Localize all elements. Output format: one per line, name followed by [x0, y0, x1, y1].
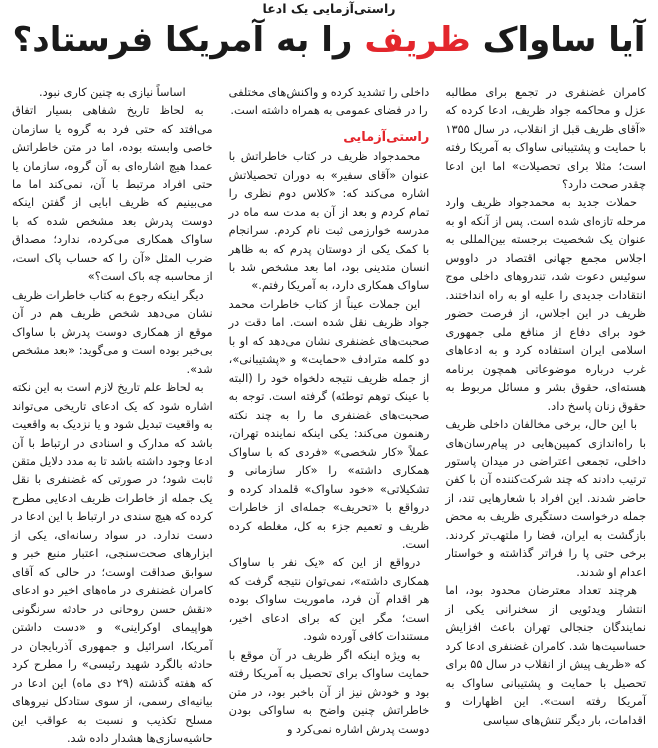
- article-headline: [12, 20, 646, 60]
- article-columns: [11, 83, 646, 746]
- paragraph: به لحاظ علم تاریخ لازم است به این نکته اشاره شود که یک ادعای تاریخی می‌تواند به واقعیت تبدیل شود و یا نزدیک به واقعیت باشد که مدارک و اسنادی در ارتباط با آن ادعا وجود داشته باشد تا به مدد دلایل متقن ثابت شود؛ در صورتی که غضنفری با نقل یک جمله از خاطرات ظریف ادعایی مطرح کرده که هیچ سندی در ارتباط با این ادعا در دست ندارد. در سواد رسانه‌ای، یکی از ابزارهای صحت‌سنجی، اعتبار منبع خبر و سوابق صداقت اوست؛ در حالی که آقای کامران غضنفری در ماه‌های اخیر دو ادعای «نقش حسن روحانی در حادثه سرنگونی هواپیمای اوکراینی» و «دست داشتن آمریکا، اسرائیل و جمهوری آذربایجان در حادثه بالگرد شهید رئیسی» را مطرح کرد که هفته گذشته (۲۹ دی ماه) این ادعا در بیانیه‌ای رسمی، از سوی ستادکل نیروهای مسلح تکذیب و نسبت به عواقب این حاشیه‌سازی‌ها هشدار داده شد.: [11, 380, 213, 746]
- paragraph: درواقع از این که «یک نفر با ساواک همکاری داشته»، نمی‌توان نتیجه گرفت که هر اقدام آن فرد، ماموریت ساواک بوده است؛ مگر این که برای ادعای اخیر، مستندات کافی آورده شود.: [228, 555, 430, 644]
- paragraph: حملات جدید به محمدجواد ظریف وارد مرحله تازه‌ای شده است. پس از آنکه او به عنوان یک شخصیت برجسته بین‌المللی به اجلاس مجمع جهانی اقتصاد در داووس سوئیس دعوت شد، تندروهای داخلی موج انتقادات جدیدی را علیه او به راه انداختند. ظریف در این اجلاس، از فرصت حضور خود برای دفاع از منافع ملی جمهوری اسلامی ایران استفاده کرد و به ادعاهای غرب درباره موضوعاتی همچون برنامه هسته‌ای، حقوق بشر و مسائل مربوط به حقوق زنان پاسخ داد.: [445, 195, 646, 413]
- column-right: [445, 83, 646, 727]
- column-middle: [228, 83, 430, 736]
- paragraph: با این حال، برخی مخالفان داخلی ظریف با راه‌اندازی کمپین‌هایی در پیام‌رسان‌های داخلی، تجمعی اعتراضی در میدان پاستور ترتیب دادند که چند شرکت‌کننده آن با کفن حاضر شدند. این افراد با شعارهایی تند، از جمله درخواست دستگیری ظریف به محض بازگشت به ایران، فضا را ملتهب‌تر کردند. برخی حتی پا را فراتر گذاشته و خواستار اعدام او شدند.: [445, 417, 646, 579]
- paragraph: هرچند تعداد معترضان محدود بود، اما انتشار ویدئویی از سخنرانی یکی از نمایندگان جنجالی تهران باعث افزایش حساسیت‌ها شد. کامران غضنفری ادعا کرد که «ظریف پیش از انقلاب در سال ۵۵ برای تحصیل با حمایت و پشتیبانی ساواک به آمریکا رفته است». این اظهارات و اقدامات، بار دیگر تنش‌های سیاسی: [445, 583, 646, 727]
- section-label-fact-check: راستی‌آزمایی: [343, 129, 430, 145]
- paragraph: محمدجواد ظریف در کتاب خاطراتش با عنوان «آقای سفیر» به دوران تحصیلاتش اشاره می‌کند که: «کلاس دوم نظری را تمام کردم و بعد از آن به مدت سه ماه در مدرسه خوارزمی ثبت نام کردم. سرانجام با کمک یکی از دوستان پدرم که به ظاهر انسان متدینی بود، اما بعد مشخص شد با ساواک همکاری دارد، به آمریکا رفتم.»: [228, 149, 430, 293]
- paragraph: این جملات عیناً از کتاب خاطرات محمد جواد ظریف نقل شده است. اما دقت در صحبت‌های غضنفری نشان می‌دهد که او با دو کلمه مترادف «حمایت» و «پشتیبانی»، از جمله ظریف نتیجه دلخواه خود را (البته با عینک توهم توطئه) گرفته است. توجه به صحبت‌های غضنفری ما را به چند نکته رهنمون می‌کند: یکی اینکه نماینده تهران، عملاً «کار شخصی» «فردی که با ساواک همکاری داشته» را «کار سازمانی و تشکیلاتی» «خود ساواک» قلمداد کرده و درواقع با «تحریف» جمله‌ای از خاطرات ظریف و تعمیم جزء به کل، مغلطه کرده است.: [228, 296, 430, 551]
- paragraph: داخلی را تشدید کرده و واکنش‌های مختلفی را در فضای عمومی به همراه داشته است.: [228, 84, 430, 118]
- headline-accent-word: ظریف: [364, 19, 471, 60]
- paragraph: اساساً نیازی به چنین کاری نبود.: [38, 84, 186, 99]
- headline-part-before: آیا ساواک: [470, 19, 646, 60]
- paragraph: به لحاظ تاریخ شفاهی بسیار اتفاق می‌افتد که حتی فرد به گروه یا سازمان خاصی وابسته بوده، اما در متن خاطراتش عمدا هیچ اشاره‌ای به آن گروه، سازمان یا حتی افراد مرتبط با آن، نمی‌کند اما ما می‌بینیم که ظریف ابایی از گفتن اینکه دوست پدرش بعد مشخص شده که با ساواک همکاری می‌کرده، ندارد؛ مصداق ضرب المثل «آن را که حساب پاک است، از محاسبه چه باک است؟»: [11, 103, 213, 284]
- headline-part-after: را به آمریکا فرستاد؟: [12, 19, 365, 60]
- column-left: [11, 83, 213, 746]
- paragraph: کامران غضنفری در تجمع برای مطالبه عزل و محاکمه جواد ظریف، ادعا کرده که «آقای ظریف قبل از انقلاب، در سال ۱۳۵۵ با حمایت و پشتیبانی ساواک به آمریکا رفته است؛ مثلا برای تحصیلات» اما این ادعا چقدر صحت دارد؟: [445, 84, 646, 191]
- paragraph: به ویژه اینکه اگر ظریف در آن موقع با حمایت ساواک برای تحصیل به آمریکا رفته بود و خودش نیز از آن باخبر بود، در متن خاطراتش چنین واضح به ساواکی بودن دوست پدرش اشاره نمی‌کرد و: [228, 647, 430, 736]
- article-kicker: راستی‌آزمایی یک ادعا: [262, 1, 396, 16]
- paragraph: دیگر اینکه رجوع به کتاب خاطرات ظریف نشان می‌دهد شخص ظریف هم در آن موقع از همکاری دوست پدرش با ساواک بی‌خبر بوده است و می‌گوید: «بعد مشخص شد».: [11, 287, 213, 376]
